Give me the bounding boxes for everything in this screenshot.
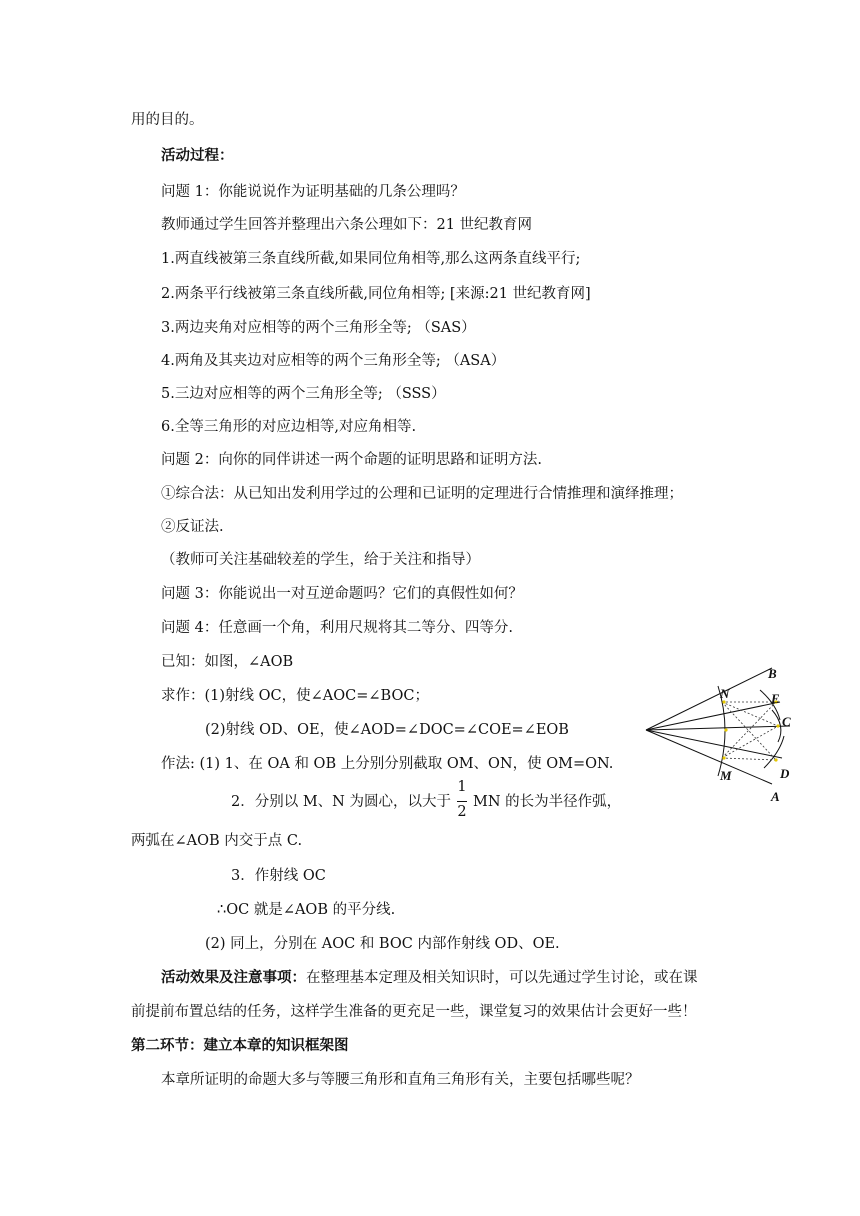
text-line: 3．作射线 OC [231, 868, 326, 884]
angle-bisector-figure [640, 660, 810, 810]
construction-line [722, 702, 778, 726]
text-line: 求作：(1)射线 OC，使∠AOC=∠BOC； [161, 688, 429, 704]
label-E: E [771, 691, 780, 706]
text-line: 两弧在∠AOB 内交于点 C. [131, 833, 303, 849]
text-line: (2) 同上，分别在 AOC 和 BOC 内部作射线 OD、OE. [205, 936, 560, 952]
text-line: 问题 4：任意画一个角，利用尺规将其二等分、四等分. [161, 620, 513, 636]
label-B: B [768, 666, 777, 681]
fraction-numerator: 1 [457, 779, 467, 795]
text-line: ②反证法. [161, 519, 224, 535]
section-heading: 活动过程： [161, 147, 234, 164]
bold-label: 活动效果及注意事项： [161, 969, 306, 986]
ray-OB [646, 668, 772, 730]
axiom-5: 5.三边对应相等的两个三角形全等; （SSS） [161, 386, 446, 402]
label-M: M [720, 768, 732, 783]
text-span: 在整理基本定理及相关知识时，可以先通过学生讨论，或在课 [306, 970, 698, 986]
label-N: N [720, 686, 730, 701]
label-C: C [782, 714, 791, 729]
point-marker [776, 724, 779, 727]
arc-D [764, 736, 784, 768]
point-marker [722, 756, 725, 759]
text-line: 问题 3：你能说出一对互逆命题吗？它们的真假性如何？ [161, 586, 523, 602]
fraction-bar [457, 801, 467, 802]
text-line: 问题 1：你能说说作为证明基础的几条公理吗？ [161, 184, 465, 200]
axiom-2: 2.两条平行线被第三条直线所截,同位角相等; [来源:21 世纪教育网] [161, 286, 591, 302]
text-line: ①综合法：从已知出发利用学过的公理和已证明的定理进行合情推理和演绎推理； [161, 486, 683, 502]
ray-OE [646, 702, 780, 730]
text-line: 前提前布置总结的任务，这样学生准备的更充足一些，课堂复习的效果估计会更好一些！ [131, 1004, 697, 1020]
label-A: A [771, 789, 780, 804]
ray-OC [646, 726, 790, 730]
text-line: 2．分别以 M、N 为圆心，以大于 [231, 794, 451, 810]
text-line: 已知：如图，∠AOB [161, 654, 294, 670]
label-D: D [780, 766, 790, 781]
text-line [161, 968, 698, 988]
text-line: MN 的长为半径作弧， [473, 794, 622, 810]
text-line: （教师可关注基础较差的学生，给于关注和指导） [161, 552, 480, 568]
axiom-4: 4.两角及其夹边对应相等的两个三角形全等; （ASA） [161, 353, 506, 369]
construction-line [722, 702, 776, 758]
text-line: 本章所证明的命题大多与等腰三角形和直角三角形有关，主要包括哪些呢？ [161, 1072, 640, 1088]
text-line: ∴OC 就是∠AOB 的平分线. [217, 902, 396, 918]
point-marker [774, 758, 777, 761]
fraction-denominator: 2 [457, 804, 467, 820]
text-line: (2)射线 OD、OE，使∠AOD=∠DOC=∠COE=∠EOB [205, 722, 569, 738]
section-heading: 第二环节：建立本章的知识框架图 [131, 1037, 349, 1054]
axiom-6: 6.全等三角形的对应边相等,对应角相等. [161, 419, 417, 435]
text-line: 问题 2：向你的同伴讲述一两个命题的证明思路和证明方法. [161, 452, 542, 468]
text-line: 用的目的。 [131, 112, 204, 128]
point-marker [724, 728, 727, 731]
text-line: 教师通过学生回答并整理出六条公理如下：21 世纪教育网 [161, 217, 533, 233]
construction-line [722, 758, 776, 760]
ray-OA [646, 730, 772, 784]
axiom-3: 3.两边夹角对应相等的两个三角形全等; （SAS） [161, 320, 476, 336]
axiom-1: 1.两直线被第三条直线所截,如果同位角相等,那么这两条直线平行; [161, 251, 581, 267]
text-line: 作法: (1) 1、在 OA 和 OB 上分别分别截取 OM、ON，使 OM=ON. [161, 756, 614, 772]
